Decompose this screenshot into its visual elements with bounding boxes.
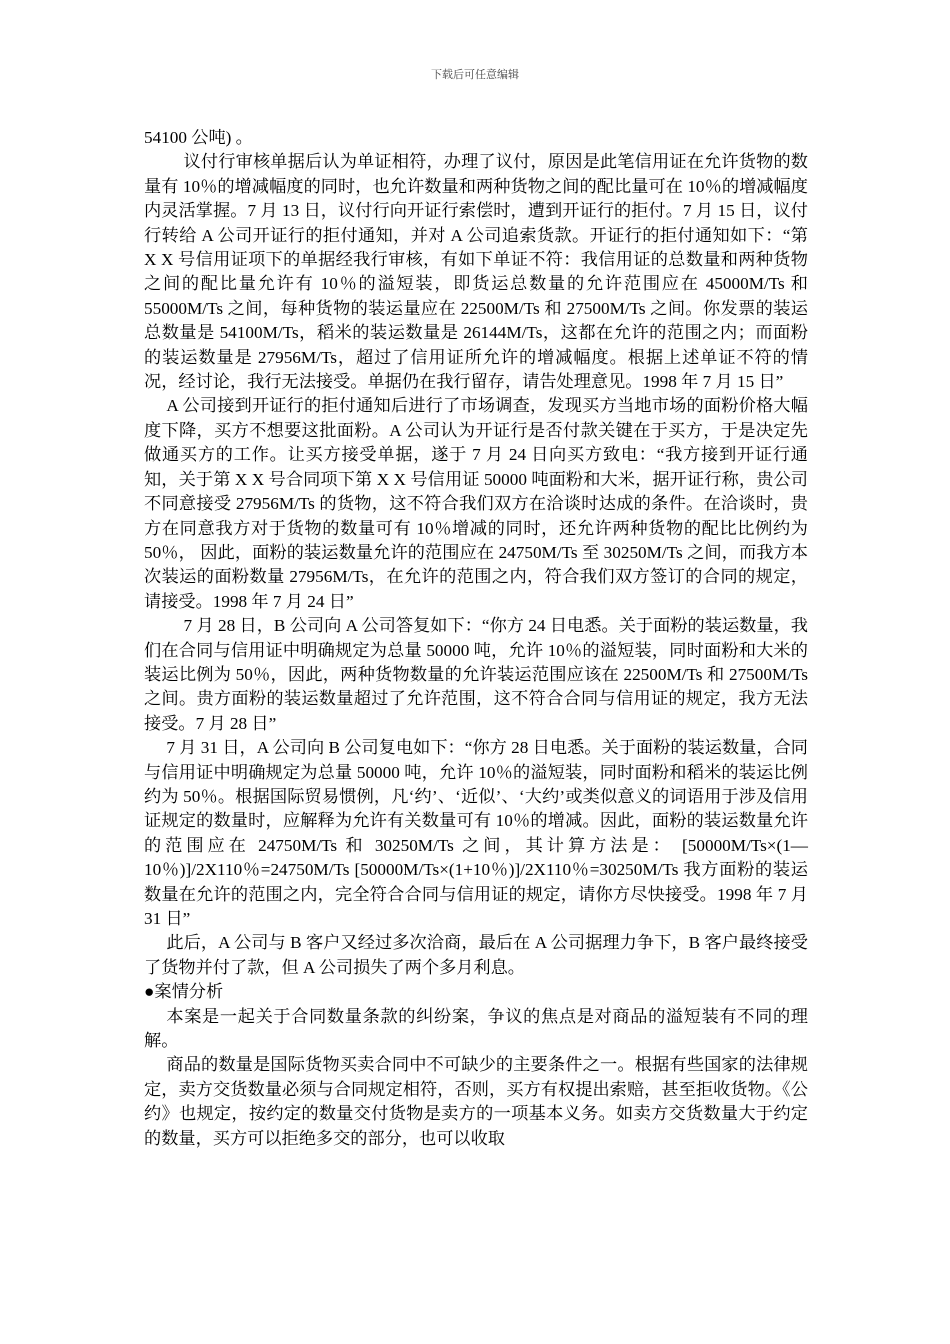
paragraph: A 公司接到开证行的拒付通知后进行了市场调查，发现买方当地市场的面粉价格大幅度下降，买方不想要这批面粉。A 公司认为开证行是否付款关键在于买方，于是决定先做通买方的工作。让买方接受单据，遂于 7 月 24 日向买方致电：“我方接到开证行通知，关于第 X X 号合同项下第 X X 号信用证 50000 吨面粉和大米，据开证行称，贵公司不同意接受 27956M/Ts 的货物，这不符合我们双方在洽谈时达成的条件。在洽谈时，贵方在同意我方对于货物的数量可有 10％增减的同时，还允许两种货物的配比比例约为 50％， 因此，面粉的装运数量允许的范围应在 24750M/Ts 至 30250M/Ts 之间，而我方本次装运的面粉数量 27956M/Ts，在允许的范围之内，符合我们双方签订的合同的规定，请接受。1998 年 7 月 24 日”	[144, 396, 808, 611]
page-header: 下载后可任意编辑	[431, 68, 519, 81]
paragraph: 议付行审核单据后认为单证相符，办理了议付，原因是此笔信用证在允许货物的数量有 10％的增减幅度的同时，也允许数量和两种货物之间的配比量可在 10％的增减幅度内灵活掌握。7 月 13 日，议付行向开证行索偿时，遭到开证行的拒付。7 月 15 日，议付行转给 A 公司开证行的拒付通知，并对 A 公司追索货款。开证行的拒付通知如下：“第 X X 号信用证项下的单据经我行审核，有如下单证不符：我信用证的总数量和两种货物之间的配比量允许有 10％的溢短装，即货运总数量的允许范围应在 45000M/Ts 和 55000M/Ts 之间，每种货物的装运量应在 22500M/Ts 和 27500M/Ts 之间。你发票的装运总数量是 54100M/Ts，稻米的装运数量是 26144M/Ts，这都在允许的范围之内；而面粉的装运数量是 27956M/Ts，超过了信用证所允许的增减幅度。根据上述单证不符的情况，经讨论，我行无法接受。单据仍在我行留存，请告处理意见。1998 年 7 月 15 日”	[144, 152, 808, 392]
paragraph: 7 月 31 日，A 公司向 B 公司复电如下：“你方 28 日电悉。关于面粉的装运数量，合同与信用证中明确规定为总量 50000 吨，允许 10％的溢短装，同时面粉和稻米的装运比例约为 50％。根据国际贸易惯例，凡‘约’、‘近似’、‘大约’或类似意义的词语用于涉及信用证规定的数量时，应解释为允许有关数量可有 10％的增减。因此，面粉的装运数量允许的范围应在 24750M/Ts 和 30250M/Ts 之间，其计算方法是： [50000M/Ts×(1—10％)]/2X110％=24750M/Ts [50000M/Ts×(1+10％)]/2X110％=30250M/Ts 我方面粉的装运数量在允许的范围之内，完全符合合同与信用证的规定，请你方尽快接受。1998 年 7 月 31 日”	[144, 738, 808, 928]
paragraph: 此后，A 公司与 B 客户又经过多次洽商，最后在 A 公司据理力争下，B 客户最终接受了货物并付了款，但 A 公司损失了两个多月利息。	[144, 933, 808, 977]
paragraph: 本案是一起关于合同数量条款的纠纷案，争议的焦点是对商品的溢短装有不同的理解。	[144, 1006, 808, 1051]
paragraph: 54100 公吨) 。	[144, 128, 253, 147]
paragraph: 商品的数量是国际货物买卖合同中不可缺少的主要条件之一。根据有些国家的法律规定，卖方交货数量必须与合同规定相符，否则，买方有权提出索赔，甚至拒收货物。《公约》也规定，按约定的数量交付货物是卖方的一项基本义务。如卖方交货数量大于约定的数量，买方可以拒绝多交的部分，也可以收取	[144, 1055, 808, 1148]
document-body	[144, 126, 808, 1151]
section-heading: ●案情分析	[144, 982, 224, 1002]
paragraph: 7 月 28 日，B 公司向 A 公司答复如下：“你方 24 日电悉。关于面粉的装运数量，我们在合同与信用证中明确规定为总量 50000 吨，允许 10％的溢短装，同时面粉和大米的装运比例为 50％，因此，两种货物数量的允许装运范围应该在 22500M/Ts 和 27500M/Ts 之间。贵方面粉的装运数量超过了允许范围，这不符合合同与信用证的规定，我方无法接受。7 月 28 日”	[144, 616, 808, 733]
